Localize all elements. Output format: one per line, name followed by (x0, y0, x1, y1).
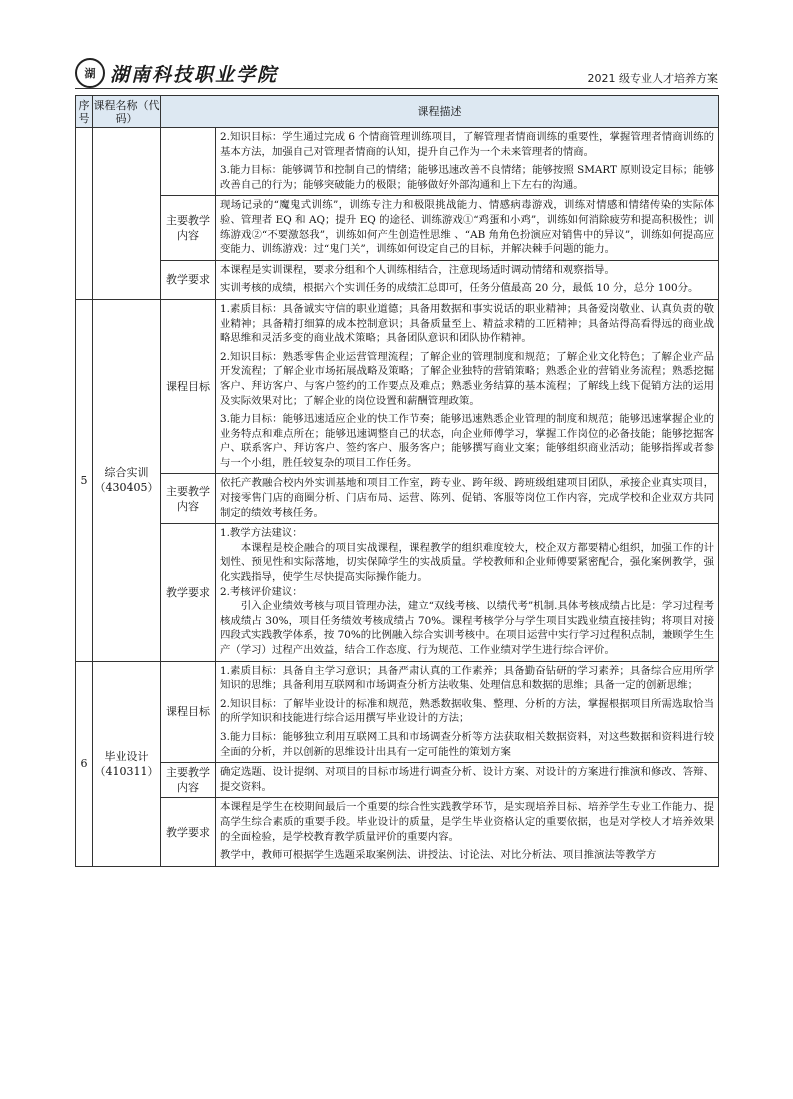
table-row (76, 260, 719, 299)
desc-paragraph: 本课程是实训课程，要求分组和个人训练相结合，注意现场适时调动情绪和观察指导。 (220, 263, 615, 276)
desc-paragraph: 1.教学方法建议： (220, 527, 303, 540)
desc-cell (216, 661, 719, 763)
course-code: （430405） (94, 481, 159, 495)
desc-paragraph: 现场记录的“魔鬼式训练”，训练专注力和极限挑战能力、情感病毒游戏，训练对情感和情绪传染的实际体验、管理者 EQ 和 AQ；提升 EQ 的途径、训练游戏①“鸡蛋和小鸡”，训练如何消除疲劳和提高积极性；训练游戏②“不要激怒我”，训练如何产生创造性思维 、“AB 角角色扮演应对销售中的异议”，训练如何提高应变能力、训练游戏：过“鬼门关”，训练如何设定自己的目标，并解决棘手问题的能力。 (220, 199, 714, 256)
desc-paragraph: 本课程是学生在校期间最后一个重要的综合性实践教学环节，是实现培养目标、培养学生专业工作能力、提高学生综合素质的重要手段。毕业设计的质量，是学生毕业资格认定的重要依据，也是对学校人才培养效果的全面检验，是学校教育教学质量评价的重要内容。 (220, 801, 714, 843)
header-seq: 序号 (76, 96, 93, 128)
category-cell: 主要教学内容 (161, 196, 216, 260)
table-header-row (76, 96, 719, 128)
course-name-cell (93, 661, 161, 866)
desc-paragraph: 3.能力目标：能够迅速适应企业的快工作节奏；能够迅速熟悉企业管理的制度和规范；能够迅速掌握企业的业务特点和难点所在；能够迅速调整自己的状态，向企业师傅学习，掌握工作岗位的必备技能；能够挖掘客户、联系客户、拜访客户、签约客户、服务客户；能够撰写商业文案；能够组织商业活动；能够指挥或者参与一个小组，胜任较复杂的项目工作任务。 (220, 413, 714, 469)
seq-cell: 6 (76, 661, 93, 866)
category-cell: 主要教学内容 (161, 474, 216, 524)
header-course-desc: 课程描述 (161, 96, 719, 128)
category-cell: 教学要求 (161, 798, 216, 866)
desc-cell (216, 474, 719, 524)
seq-cell: 5 (76, 299, 93, 661)
desc-paragraph: 2.考核评价建议： (220, 585, 303, 598)
desc-cell (216, 524, 719, 661)
desc-cell (216, 128, 719, 196)
desc-paragraph: 教学中，教师可根据学生选题采取案例法、讲授法、讨论法、对比分析法、项目推演法等教学方 (220, 849, 657, 862)
desc-paragraph: 确定选题、设计提纲、对项目的目标市场进行调查分析、设计方案、对设计的方案进行推演和修改、答辩、提交资料。 (220, 766, 714, 793)
desc-cell (216, 798, 719, 866)
desc-cell (216, 763, 719, 798)
desc-cell (216, 299, 719, 474)
course-name: 毕业设计 (104, 749, 149, 763)
table-row (76, 763, 719, 798)
desc-paragraph: 2.知识目标：了解毕业设计的标准和规范，熟悉数据收集、整理、分析的方法，掌握根据项目所需选取恰当的所学知识和技能进行综合运用撰写毕业设计的方法； (220, 697, 714, 725)
table-row (76, 798, 719, 866)
school-emblem-icon: 湖 (75, 58, 105, 88)
page-header (75, 58, 718, 89)
category-cell: 教学要求 (161, 260, 216, 299)
header-course-name: 课程名称（代码） (93, 96, 161, 128)
table-row (76, 524, 719, 661)
desc-paragraph: 3.能力目标：能够独立利用互联网工具和市场调查分析等方法获取相关数据资料，对这些数据和资料进行较全面的分析，并以创新的思维设计出具有一定可能性的策划方案 (220, 730, 714, 758)
category-cell: 课程目标 (161, 299, 216, 474)
category-cell: 课程目标 (161, 661, 216, 763)
table-row (76, 661, 719, 763)
seq-cell (76, 128, 93, 300)
school-logo (75, 58, 278, 88)
course-name-cell (93, 128, 161, 300)
desc-paragraph: 1.素质目标：具备诚实守信的职业道德；具备用数据和事实说话的职业精神；具备爱岗敬业、认真负责的敬业精神；具备精打细算的成本控制意识；具备质量至上、精益求精的工匠精神；具备站得高看得远的商业战略思维和灵活多变的商业战术策略；具备团队意识和团队协作精神。 (220, 302, 714, 345)
course-code: （410311） (94, 764, 159, 778)
document-title: 2021 级专业人才培养方案 (587, 72, 718, 85)
school-name: 湖南科技职业学院 (110, 63, 279, 86)
desc-paragraph: 2.知识目标：学生通过完成 6 个情商管理训练项目，了解管理者情商训练的重要性，掌握管理者情商训练的基本方法，加强自己对管理者情商的认知，提升自己作为一个未来管理者的情商。 (220, 131, 714, 158)
course-table (75, 95, 719, 867)
category-cell: 主要教学内容 (161, 763, 216, 798)
course-name-cell (93, 299, 161, 661)
table-row (76, 196, 719, 260)
category-cell: 教学要求 (161, 524, 216, 661)
desc-cell (216, 260, 719, 299)
desc-paragraph: 1.素质目标：具备自主学习意识；具备严肃认真的工作素养；具备勤奋钻研的学习素养；具备综合应用所学知识的思维；具备利用互联网和市场调查分析方法收集、处理信息和数据的思维；具备一定的创新思维； (220, 664, 714, 692)
desc-paragraph: 本课程是校企融合的项目实战课程，课程教学的组织难度较大，校企双方都要精心组织，加强工作的计划性、预见性和实际落地，切实保障学生的实战质量。学校教师和企业师傅要紧密配合，强化案例教学，强化实践指导，使学生尽快提高实际操作能力。 (220, 541, 714, 584)
desc-paragraph: 2.知识目标：熟悉零售企业运营管理流程；了解企业的管理制度和规范；了解企业文化特色；了解企业产品开发流程；了解企业市场拓展战略及策略；了解企业独特的营销策略；熟悉企业的营销业务流程；熟悉挖掘客户、拜访客户、与客户签约的工作要点及难点；熟悉业务结算的基本流程；了解线上线下促销方法的运用及实际效果对比；了解企业的岗位设置和薪酬管理政策。 (220, 350, 714, 407)
table-row (76, 474, 719, 524)
desc-paragraph: 3.能力目标：能够调节和控制自己的情绪；能够迅速改善不良情绪；能够按照 SMART 原则设定目标；能够改善自己的行为；能够突破能力的极限；能够做好外部沟通和上下左右的沟通。 (220, 164, 714, 191)
desc-paragraph: 依托产教融合校内外实训基地和项目工作室，跨专业、跨年级、跨班级组建项目团队，承接企业真实项目，对接零售门店的商圈分析、门店布局、运营、陈列、促销、客服等岗位工作内容，完成学校和企业双方共同制定的绩效考核任务。 (220, 477, 714, 519)
desc-paragraph: 引入企业绩效考核与项目管理办法，建立“双线考核、以绩代考”机制.具体考核成绩占比是：学习过程考核成绩占 30%，项目任务绩效考核成绩占 70%。课程考核学分与学生项目实践业绩直接挂钩；将项目对接四段式实践教学体系，按 70%的比例融入综合实训考核中。在项目运营中实行学习过程积点制，兼顾学生生产（学习）过程产出效益，结合工作态度、行为规范、工作业绩对学生进行综合评价。 (220, 600, 714, 656)
table-row (76, 299, 719, 474)
category-cell (161, 128, 216, 196)
table-row (76, 128, 719, 196)
desc-paragraph: 实训考核的成绩，根据六个实训任务的成绩汇总即可，任务分值最高 20 分，最低 10 分，总分 100分。 (220, 282, 699, 295)
desc-cell (216, 196, 719, 260)
course-name: 综合实训 (104, 466, 149, 480)
